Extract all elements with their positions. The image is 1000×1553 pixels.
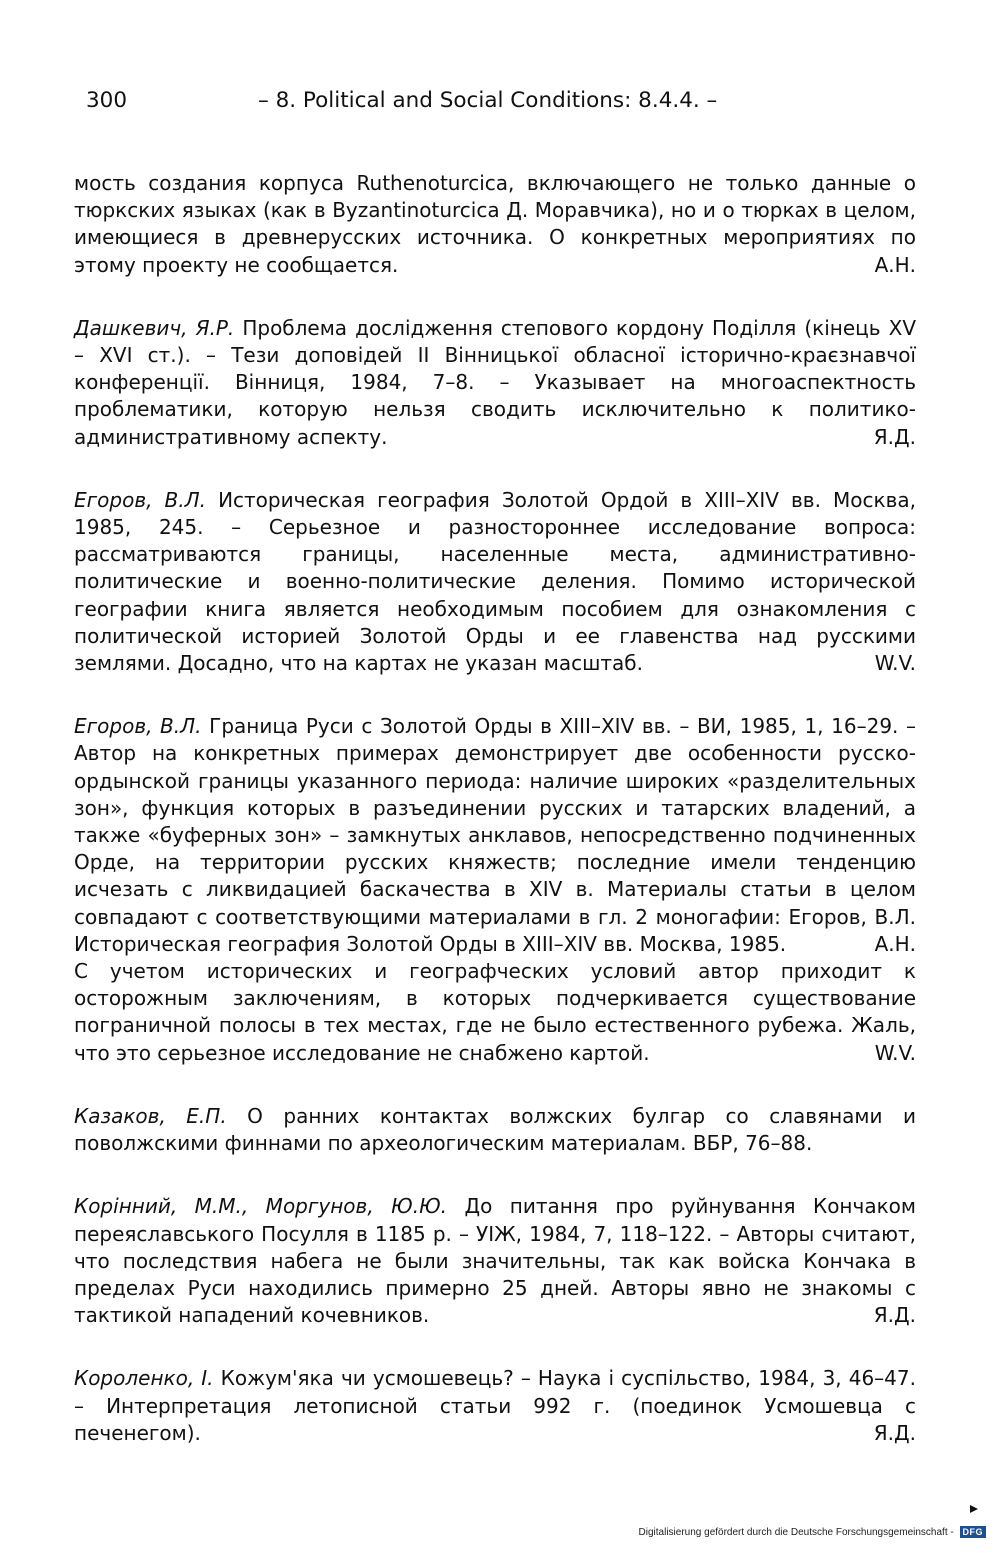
bibliography-entry [74, 1365, 916, 1447]
entry-text: О ранних контактах волжских булгар со славянами и поволжскими финнами по археологическим материалам. ВБР, 76–88. [74, 1103, 916, 1156]
running-title: – 8. Political and Social Conditions: 8.4.4. – [258, 88, 718, 113]
reviewer-initials: W.V. [874, 651, 916, 676]
reviewer-initials: Я.Д. [873, 1420, 916, 1445]
page-arrow-icon [970, 1505, 978, 1513]
bibliography-entry [74, 1103, 916, 1157]
entry-second-review [74, 958, 916, 1067]
entry-text: До питання про руйнування Кончаком переяславського Посулля в 1185 р. – УІЖ, 1984, 7, 118–122. – Авторы считают, что последствия набега не были значительны, так как войска Кончака в пределах Руси находились примерно 25 дней. Авторы явно не знакомы с тактикой нападений кочевников. [74, 1194, 916, 1328]
entry-author: Короленко, І. [74, 1366, 214, 1391]
entry-author: Дашкевич, Я.Р. [74, 315, 235, 340]
reviewer-initials: W.V. [874, 1040, 916, 1065]
entry-text: Кожум'яка чи усмошевець? – Наука і суспільство, 1984, 3, 46–47. – Интерпретация летописной статьи 992 г. (поединок Усмошевца с печенегом). [74, 1366, 916, 1445]
page-header [86, 84, 916, 118]
entry-author: Корінний, М.М., Моргунов, Ю.Ю. [74, 1194, 448, 1219]
entry-text: Проблема дослідження степового кордону Поділля (кінець XV – XVI ст.). – Тези доповідей II Вінницької обласної історично-краєзнавчої конференції. Вінниця, 1984, 7–8. – Указывает на многоаспектность проблематики, которую нельзя сводить исключительно к политико-административному аспекту. [74, 315, 917, 449]
reviewer-initials: А.Н. [874, 252, 916, 277]
page-number: 300 [86, 88, 128, 113]
reviewer-initials: Я.Д. [873, 1303, 916, 1328]
dfg-logo: DFG [960, 1526, 987, 1538]
digitization-footer [639, 1526, 986, 1539]
bibliography-entries [74, 170, 916, 1483]
entry-text: Историческая география Золотой Ордой в XIII–XIV вв. Москва, 1985, 245. – Серьезное и разностороннее исследование вопроса: рассматриваются границы, населенные места, административно-политические и военно-политические деления. Помимо исторической географии книга является необходимым пособием для ознакомления с политической историей Золотой Орды и ее главенства над русскими землями. Досадно, что на картах не указан масштаб. [74, 487, 916, 676]
bibliography-entry [74, 315, 916, 451]
reviewer-initials: А.Н. [874, 931, 916, 956]
reviewer-initials: Я.Д. [873, 424, 916, 449]
bibliography-entry [74, 170, 916, 279]
entry-text: Граница Руси с Золотой Орды в XIII–XIV вв. – ВИ, 1985, 1, 16–29. – Автор на конкретных примерах демонстрирует две особенности русско-ордынской границы указанного периода: наличие широких «разделительных зон», функция которых в разъединении русских и татарских владений, а также «буферных зон» – замкнутых анклавов, непосредственно подчиненных Орде, на территории русских княжеств; последние имели тенденцию исчезать с ликвидацией баскачества в XIV в. Материалы статьи в целом совпадают с соответствующими материалами в гл. 2 моногафии: Егоров, В.Л. Историческая география Золотой Орды в XIII–XIV вв. Москва, 1985. [74, 714, 916, 956]
entry-author: Казаков, Е.П. [74, 1103, 227, 1128]
entry-author: Егоров, В.Л. [74, 487, 206, 512]
entry-text: мость создания корпуса Ruthenoturcica, включающего не только данные о тюркских языках (как в Byzantinoturcica Д. Моравчика), но и о тюрках в целом, имеющиеся в древнерусских источника. О конкретных мероприятиях по этому проекту не сообщается. [74, 171, 916, 277]
footer-credit: Digitalisierung gefördert durch die Deutsche Forschungsgemeinschaft - [638, 1527, 954, 1538]
bibliography-entry [74, 713, 916, 1067]
entry-author: Егоров, В.Л. [74, 714, 202, 739]
second-review-text: С учетом исторических и географческих условий автор приходит к осторожным заключениям, в которых подчеркивается существование пограничной полосы в тех местах, где не было естественного рубежа. Жаль, что это серьезное исследование не снабжено картой. [74, 959, 916, 1065]
bibliography-entry [74, 487, 916, 677]
bibliography-entry [74, 1193, 916, 1329]
